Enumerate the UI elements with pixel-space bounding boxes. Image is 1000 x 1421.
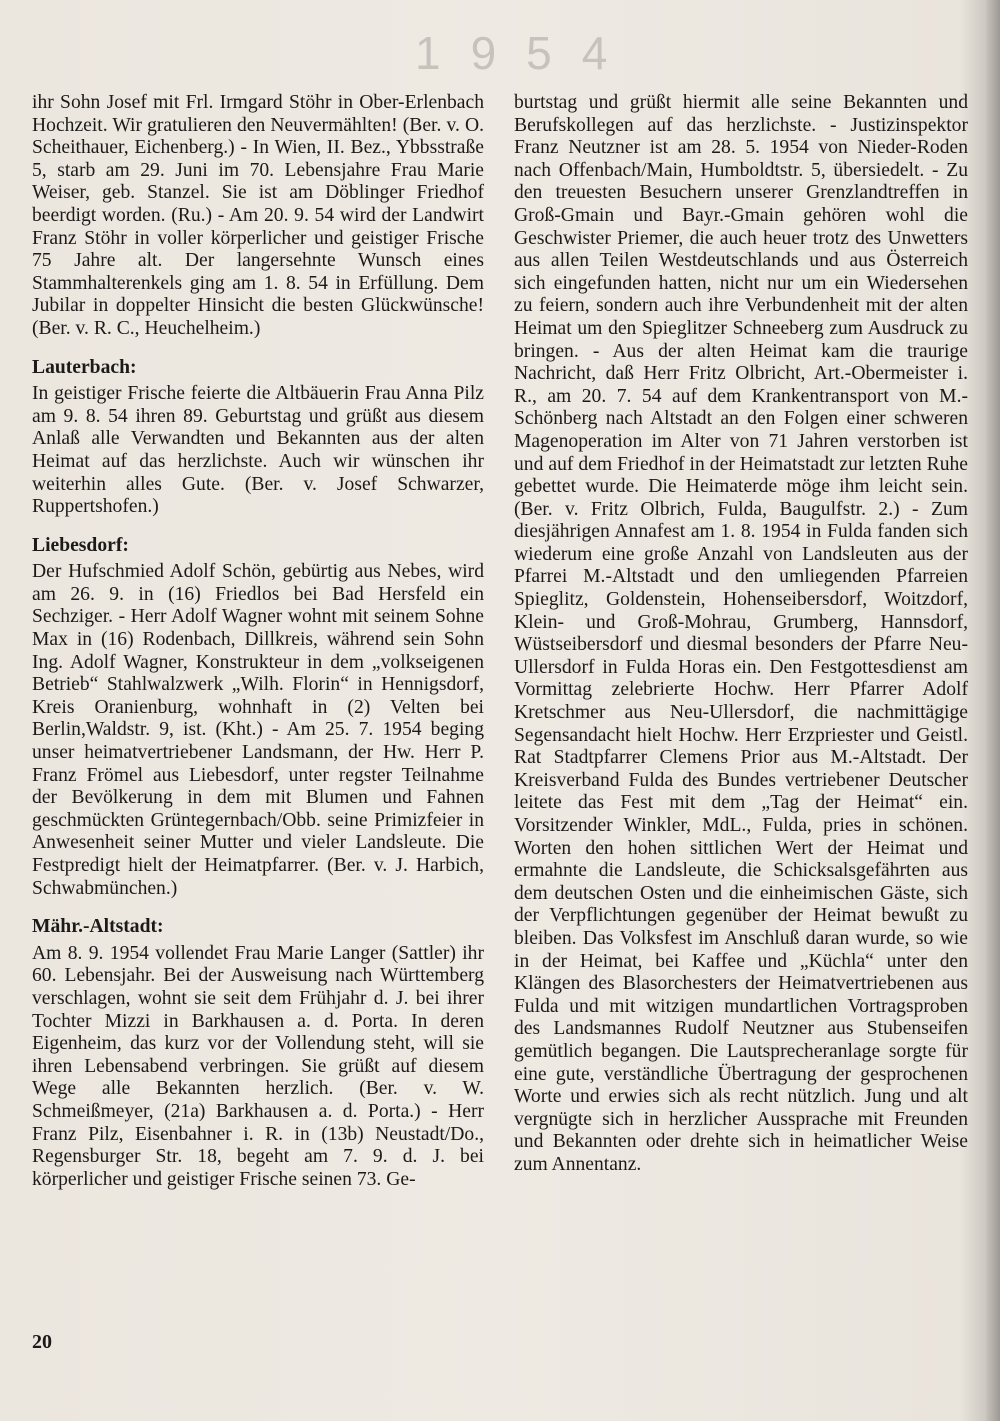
year-stamp: 1954 (415, 27, 638, 79)
left-column (32, 92, 484, 1191)
right-column-paragraph: burtstag und grüßt hiermit alle seine Bekannten und Berufskollegen auf das herzlichste. - Justizinspektor Franz Neutzner ist am 28. 5. 1954 von Nieder-Roden nach Offenbach/Main, Humboldtstr. 5, übersiedelt. - Zu den treuesten Besuchern unserer Grenzlandtreffen in Groß-Gmain und Bayr.-Gmain gehören wohl die Geschwister Priemer, die auch heuer trotz des Unwetters aus allen Teilen Westdeutschlands und aus Österreich sich eingefunden hatten, nicht nur um ein Wiedersehen zu feiern, sondern auch ihre Verbundenheit mit der alten Heimat um den Spieglitzer Schneeberg zum Ausdruck zu bringen. - Aus der alten Heimat kam die traurige Nachricht, daß Herr Fritz Olbricht, Art.-Obermeister i. R., am 20. 7. 54 auf dem Krankentransport von M.-Schönberg nach Altstadt an den Folgen einer schweren Magenoperation im Alter von 71 Jahren verstorben ist und auf dem Friedhof in der Heimatstadt zur letzten Ruhe gebettet wurde. Die Heimaterde möge ihm leicht sein. (Ber. v. Fritz Olbrich, Fulda, Baugulfstr. 2.) - Zum diesjährigen Annafest am 1. 8. 1954 in Fulda fanden sich wiederum eine große Anzahl von Landsleuten aus der Pfarrei M.-Altstadt und den umliegenden Pfarreien Spieglitz, Goldenstein, Hohenseibersdorf, Woitzdorf, Klein- und Groß-Mohrau, Grumberg, Hannsdorf, Wüstseibersdorf und diesmal besonders der Pfarre Neu-Ullersdorf in Fulda Horas ein. Den Festgottesdienst am Vormittag zelebrierte Hochw. Herr Pfarrer Adolf Kretschmer aus Neu-Ullersdorf, die nachmittägige Segensandacht hielt Hochw. Herr Erzpriester und Geistl. Rat Stadtpfarrer Clemens Prior aus M.-Altstadt. Der Kreisverband Fulda des Bundes vertriebener Deutscher leitete das Fest mit dem „Tag der Heimat“ ein. Vorsitzender Winkler, MdL., Fulda, pries in schönen. Worten den hohen sittlichen Wert der Heimat und ermahnte die Landsleute, die Schicksalsgefährten aus dem deutschen Osten und die einheimischen Gäste, sich der Verpflichtungen gegenüber der Heimat bewußt zu bleiben. Das Volksfest im Anschluß daran wurde, so wie in der Heimat, bei Kaffee und „Küchla“ unter den Klängen des Blasorchesters der Heimatvertriebenen aus Fulda und mit witzigen mundartlichen Vortragsproben des Landsmannes Rudolf Neutzner aus Stubenseifen gemütlich begangen. Die Lautsprecheranlage sorgte für eine gute, verständliche Übertragung der gesprochenen Worte und erwies sich als recht nützlich. Jung und alt vergnügte sich in herzlicher Aussprache mit Freunden und Bekannten oder drehte sich in heimatlicher Weise zum Annentanz. (514, 92, 968, 1175)
intro-paragraph: ihr Sohn Josef mit Frl. Irmgard Stöhr in Ober-Erlenbach Hochzeit. Wir gratulieren den Neuvermählten! (Ber. v. O. Scheithauer, Eichenberg.) - In Wien, II. Bez., Ybbsstraße 5, starb am 29. Juni im 70. Lebensjahre Frau Marie Weiser, geb. Stanzel. Sie ist am Döblinger Friedhof beerdigt worden. (Ru.) - Am 20. 9. 54 wird der Landwirt Franz Stöhr in voller körperlicher und geistiger Frische 75 Jahre alt. Der langersehnte Wunsch eines Stammhalterenkels ging am 1. 8. 54 in Erfüllung. Dem Jubilar in doppelter Hinsicht die besten Glückwünsche! (Ber. v. R. C., Heuchelheim.) (32, 92, 484, 339)
right-column (514, 92, 968, 1177)
page-edge-shadow (986, 0, 1000, 1421)
section-heading-liebesdorf: Liebesdorf: (32, 534, 129, 556)
section-text-liebesdorf: Der Hufschmied Adolf Schön, gebürtig aus Nebes, wird am 26. 9. in (16) Friedlos bei Bad Hersfeld ein Sechziger. - Herr Adolf Wagner wohnt mit seinem Sohne Max in (16) Rodenbach, Dillkreis, während sein Sohn Ing. Adolf Wagner, Konstrukteur in dem „volkseigenen Betrieb“ Stahlwalzwerk „Wilh. Florin“ in Hennigsdorf, Kreis Oranienburg, wohnhaft in (2) Velten bei Berlin,Waldstr. 9, ist. (Kht.) - Am 25. 7. 1954 beging unser heimatvertriebener Landsmann, der Hw. Herr P. Franz Frömel aus Liebesdorf, unter regster Teilnahme der Bevölkerung in dem mit Blumen und Fahnen geschmückten Grüntegernbach/Obb. seine Primizfeier in Anwesenheit seiner Mutter und vieler Landsleute. Die Festpredigt hielt der Heimatpfarrer. (Ber. v. J. Harbich, Schwabmünchen.) (32, 561, 484, 899)
section-text-maehr-altstadt: Am 8. 9. 1954 vollendet Frau Marie Langer (Sattler) ihr 60. Lebensjahr. Bei der Ausweisung nach Württemberg verschlagen, wohnt sie seit dem Frühjahr d. J. bei ihrer Tochter Mizzi in Barkhausen a. d. Porta. In deren Eigenheim, das kurz vor der Vollendung steht, will sie ihren Lebensabend verbringen. Sie grüßt auf diesem Wege alle Bekannten herzlich. (Ber. v. W. Schmeißmeyer, (21a) Barkhausen a. d. Porta.) - Herr Franz Pilz, Eisenbahner i. R. in (13b) Neustadt/Do., Regensburger Str. 18, begeht am 7. 9. d. J. bei körperlicher und geistiger Frische seinen 73. Ge- (32, 942, 484, 1190)
section-heading-lauterbach: Lauterbach: (32, 356, 137, 378)
page-number: 20 (32, 1331, 52, 1353)
section-text-lauterbach: In geistiger Frische feierte die Altbäuerin Frau Anna Pilz am 9. 8. 54 ihren 89. Geburtstag und grüßt aus diesem Anlaß alle Verwandten und Bekannten aus der alten Heimat auf das herzlichste. Auch wir wünschen ihr weiterhin alles Gute. (Ber. v. Josef Schwarzer, Ruppertshofen.) (32, 383, 484, 518)
section-heading-maehr-altstadt: Mähr.-Altstadt: (32, 916, 164, 938)
